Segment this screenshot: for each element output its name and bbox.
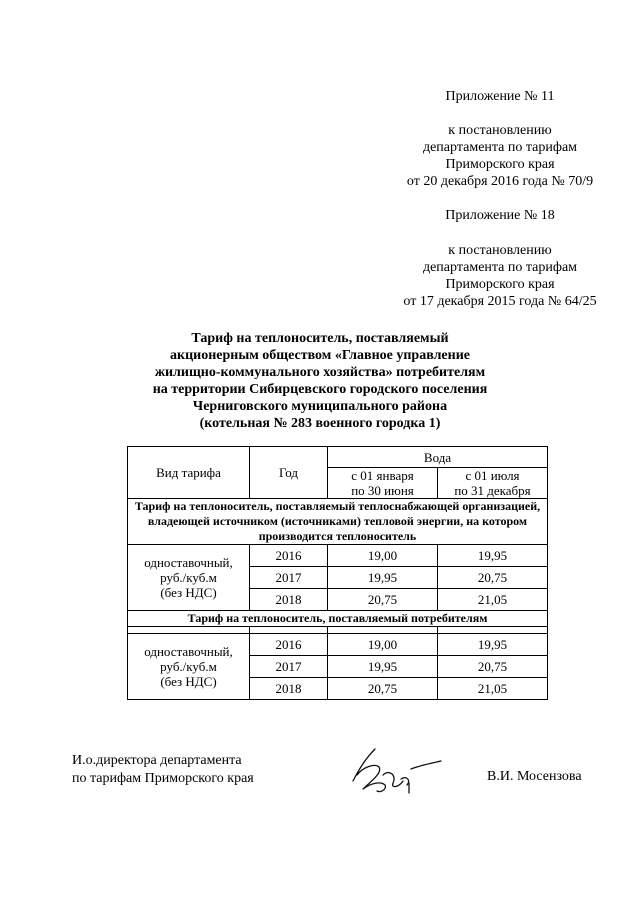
tariff-type-line: руб./куб.м: [160, 570, 217, 585]
period-line: с 01 января: [351, 468, 414, 483]
value-cell: 19,95: [328, 567, 438, 589]
title-line: (котельная № 283 военного городка 1): [199, 416, 441, 431]
signatory-name: В.И. Мосензова: [487, 769, 582, 784]
tariff-type-cell: [128, 545, 250, 611]
title-line: жилищно-коммунального хозяйства» потребителям: [154, 365, 486, 380]
section-row: [128, 499, 548, 545]
tariff-table: [127, 446, 548, 700]
table-row: [128, 545, 548, 567]
annex-18-title: Приложение № 18: [445, 208, 555, 223]
annex-11-reference: [360, 122, 640, 190]
spacer-cell: [328, 627, 438, 634]
header-period-1: [328, 468, 438, 499]
value-cell: 21,05: [438, 678, 548, 700]
period-line: по 31 декабря: [454, 483, 531, 498]
value-cell: 19,95: [438, 634, 548, 656]
value-cell: 19,95: [328, 656, 438, 678]
signatory-position: [72, 752, 254, 788]
value-cell: 20,75: [328, 589, 438, 611]
value-cell: 21,05: [438, 589, 548, 611]
tariff-type-line: руб./куб.м: [160, 659, 217, 674]
header-period-2: [438, 468, 548, 499]
title-line: Черниговского муниципального района: [192, 399, 448, 414]
document-title: [120, 330, 520, 432]
position-line: И.о.директора департамента: [72, 753, 242, 768]
value-cell: 19,00: [328, 634, 438, 656]
section-title: Тариф на теплоноситель, поставляемый теплоснабжающей организацией, владеющей источником (источниками) тепловой энергии, на котором производится теплоноситель: [128, 499, 548, 545]
table-row: [128, 634, 548, 656]
spacer-row: [128, 627, 548, 634]
year-cell: 2018: [250, 589, 328, 611]
tariff-type-line: (без НДС): [160, 674, 217, 689]
table-header-row: [128, 447, 548, 468]
tariff-type-line: одноставочный,: [144, 644, 233, 659]
period-line: с 01 июля: [465, 468, 520, 483]
value-cell: 20,75: [438, 656, 548, 678]
value-cell: 19,00: [328, 545, 438, 567]
tariff-type-line: (без НДС): [160, 585, 217, 600]
year-cell: 2018: [250, 678, 328, 700]
section-title: Тариф на теплоноситель, поставляемый потребителям: [128, 611, 548, 627]
year-cell: 2017: [250, 567, 328, 589]
annex-18-line: департамента по тарифам: [422, 260, 578, 275]
header-year: Год: [250, 447, 328, 499]
annex-18-line: от 17 декабря 2015 года № 64/25: [403, 294, 597, 309]
year-cell: 2016: [250, 545, 328, 567]
spacer-cell: [128, 627, 250, 634]
handwritten-signature: [345, 745, 445, 797]
year-cell: 2016: [250, 634, 328, 656]
header-tariff-type: Вид тарифа: [128, 447, 250, 499]
value-cell: 19,95: [438, 545, 548, 567]
section-row: [128, 611, 548, 627]
title-line: акционерным обществом «Главное управление: [170, 348, 470, 363]
title-line: на территории Сибирцевского городского поселения: [152, 382, 488, 397]
spacer-cell: [250, 627, 328, 634]
value-cell: 20,75: [328, 678, 438, 700]
annex-11-line: департамента по тарифам: [422, 140, 578, 155]
annex-18-reference: [360, 242, 640, 310]
header-water: Вода: [328, 447, 548, 468]
spacer-cell: [438, 627, 548, 634]
year-cell: 2017: [250, 656, 328, 678]
annex-11-line: от 20 декабря 2016 года № 70/9: [406, 174, 594, 189]
title-line: Тариф на теплоноситель, поставляемый: [191, 331, 449, 346]
tariff-type-cell: [128, 634, 250, 700]
annex-11-title: Приложение № 11: [445, 89, 555, 104]
annex-18-line: Приморского края: [445, 277, 555, 292]
annex-18-line: к постановлению: [448, 243, 552, 258]
tariff-type-line: одноставочный,: [144, 555, 233, 570]
position-line: по тарифам Приморского края: [72, 771, 254, 786]
annex-11-line: к постановлению: [448, 123, 552, 138]
value-cell: 20,75: [438, 567, 548, 589]
period-line: по 30 июня: [351, 483, 414, 498]
annex-11-line: Приморского края: [445, 157, 555, 172]
